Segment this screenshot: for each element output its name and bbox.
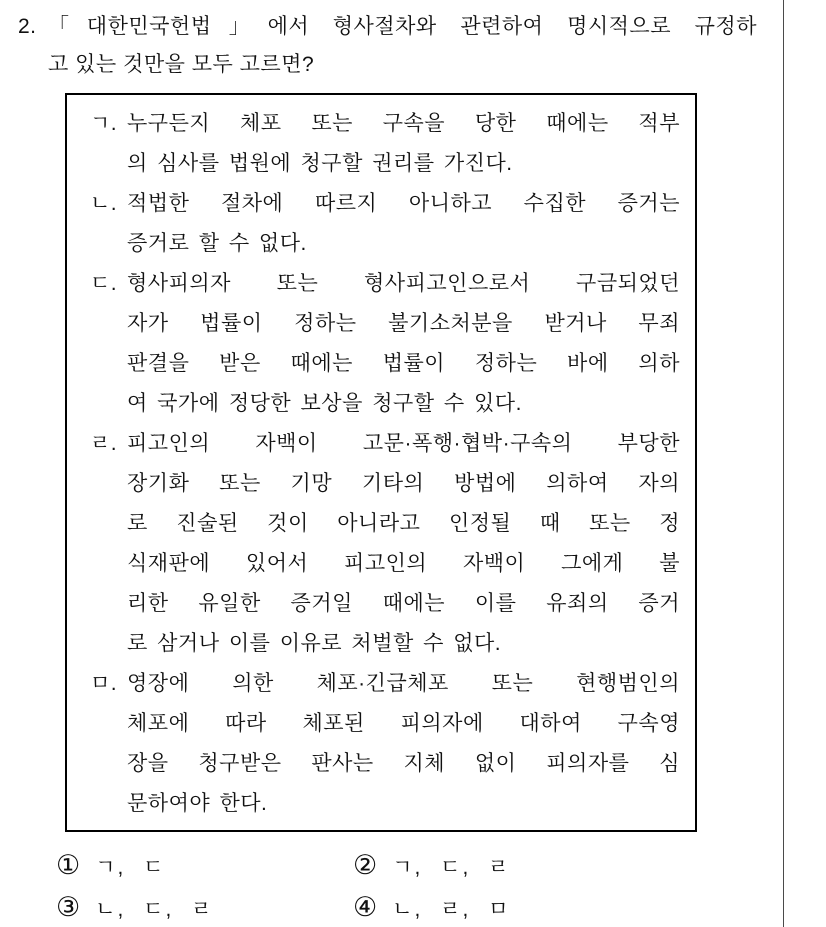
- question-line: 고 있는 것만을 모두 고르면?: [48, 53, 315, 76]
- item-line: 장기화 또는 기망 기타의 방법에 의하여 자의: [127, 472, 680, 495]
- box-item-mieum: [90, 664, 680, 824]
- choice-1-label: ㄱ, ㄷ: [95, 855, 166, 879]
- item-text: [127, 264, 680, 424]
- item-marker: ㅁ.: [90, 672, 118, 695]
- item-text: [127, 424, 680, 664]
- item-line: 로 진술된 것이 아니라고 인정될 때 또는 정: [127, 512, 680, 535]
- choice-3: [56, 892, 353, 923]
- box-item-digeut: [90, 264, 680, 424]
- item-line: 리한 유일한 증거일 때에는 이를 유죄의 증거: [127, 592, 680, 615]
- item-marker: ㄷ.: [90, 272, 118, 295]
- item-line: 판결을 받은 때에는 법률이 정하는 바에 의하: [127, 352, 680, 375]
- item-line: 장을 청구받은 판사는 지체 없이 피의자를 심: [127, 752, 680, 775]
- item-text: [127, 664, 680, 824]
- answer-choices: [56, 850, 736, 923]
- choice-4-number: ④: [353, 892, 378, 922]
- item-marker: ㄱ.: [90, 112, 118, 135]
- item-line: 적법한 절차에 따르지 아니하고 수집한 증거는: [127, 192, 680, 215]
- choice-1-number: ①: [56, 850, 81, 880]
- box-item-rieul: [90, 424, 680, 664]
- question-number: 2.: [18, 15, 37, 38]
- box-item-nieun: [90, 184, 680, 264]
- item-line: 체포에 따라 체포된 피의자에 대하여 구속영: [127, 712, 680, 735]
- box-item-giyeok: [90, 104, 680, 184]
- item-text: [127, 104, 680, 184]
- item-line: 로 삼거나 이를 이유로 처벌할 수 없다.: [127, 632, 502, 655]
- item-line: 증거로 할 수 없다.: [127, 232, 307, 255]
- choice-3-number: ③: [56, 892, 81, 922]
- item-line: 누구든지 체포 또는 구속을 당한 때에는 적부: [127, 112, 680, 135]
- choice-4: [353, 892, 736, 923]
- item-text: [127, 184, 680, 264]
- question-text: [48, 8, 757, 84]
- item-line: 식재판에 있어서 피고인의 자백이 그에게 불: [127, 552, 680, 575]
- items-box: [65, 93, 697, 832]
- choice-3-label: ㄴ, ㄷ, ㄹ: [95, 897, 214, 921]
- choice-2-label: ㄱ, ㄷ, ㄹ: [392, 855, 511, 879]
- question-line: 「대한민국헌법」에서 형사절차와 관련하여 명시적으로 규정하: [48, 15, 757, 38]
- choice-2-number: ②: [353, 850, 378, 880]
- choice-4-label: ㄴ, ㄹ, ㅁ: [392, 897, 511, 921]
- item-line: 문하여야 한다.: [127, 792, 268, 815]
- item-line: 피고인의 자백이 고문·폭행·협박·구속의 부당한: [127, 432, 680, 455]
- choice-1: [56, 850, 353, 881]
- item-line: 자가 법률이 정하는 불기소처분을 받거나 무죄: [127, 312, 680, 335]
- choice-2: [353, 850, 736, 881]
- item-marker: ㄹ.: [90, 432, 118, 455]
- item-marker: ㄴ.: [90, 192, 118, 215]
- item-line: 여 국가에 정당한 보상을 청구할 수 있다.: [127, 392, 522, 415]
- item-line: 형사피의자 또는 형사피고인으로서 구금되었던: [127, 272, 680, 295]
- question: [18, 8, 757, 84]
- item-line: 의 심사를 법원에 청구할 권리를 가진다.: [127, 152, 513, 175]
- item-line: 영장에 의한 체포·긴급체포 또는 현행범인의: [127, 672, 680, 695]
- column-divider: [783, 0, 784, 927]
